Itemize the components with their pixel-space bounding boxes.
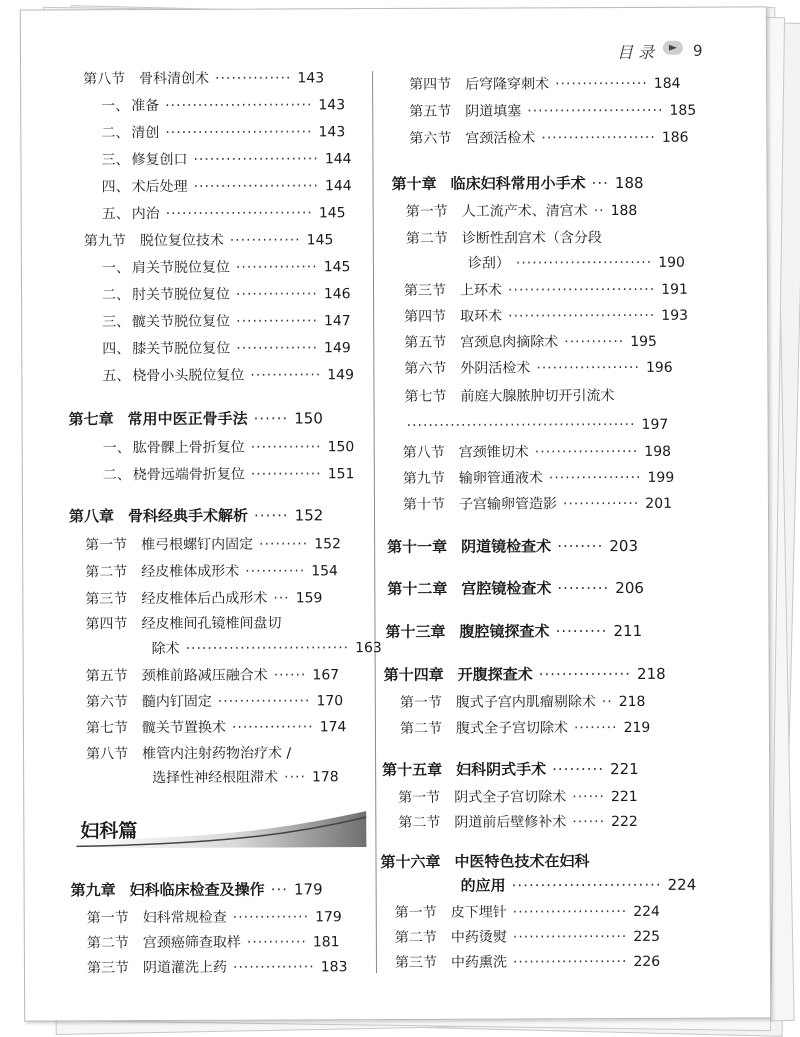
entry-title: 取环术 bbox=[460, 308, 503, 325]
leader-dots: ····················· bbox=[512, 903, 628, 921]
entry-title: 髋关节置换术 bbox=[141, 719, 226, 737]
toc-entry-continuation[interactable] bbox=[152, 767, 339, 788]
section-number: 第一节 bbox=[399, 694, 442, 711]
toc-entry[interactable] bbox=[101, 95, 345, 116]
leader-dots: ·············· bbox=[215, 70, 292, 87]
toc-entry[interactable] bbox=[85, 561, 338, 582]
section-number: 第九节 bbox=[83, 233, 126, 250]
toc-entry[interactable] bbox=[404, 332, 657, 353]
entry-title: 诊断性刮宫术（含分段 bbox=[461, 230, 602, 247]
entry-title: 外阴活检术 bbox=[460, 360, 531, 377]
entry-page: 193 bbox=[661, 307, 689, 324]
leader-dots: ······ bbox=[253, 506, 289, 525]
section-number: 四、 bbox=[101, 179, 130, 196]
entry-title: 宫颈息肉摘除术 bbox=[460, 334, 559, 351]
section-number: 第二节 bbox=[399, 720, 442, 737]
entry-page: 144 bbox=[324, 178, 352, 195]
leader-dots: ··········· bbox=[564, 334, 625, 351]
entry-page: 144 bbox=[324, 151, 352, 168]
entry-title: 脱位复位技术 bbox=[139, 232, 224, 250]
leader-dots: ······················· bbox=[193, 178, 319, 195]
entry-page: 145 bbox=[323, 259, 351, 276]
entry-title: 前庭大腺脓肿切开引流术 bbox=[460, 388, 615, 405]
chapter-number: 第九章 bbox=[70, 881, 116, 900]
chapter-title: 中医特色技术在妇科 bbox=[454, 852, 590, 871]
entry-page: 179 bbox=[315, 909, 342, 926]
toc-chapter[interactable] bbox=[380, 851, 589, 872]
entry-title: 阴道灌洗上药 bbox=[142, 959, 228, 977]
toc-entry[interactable] bbox=[102, 311, 351, 332]
toc-entry[interactable] bbox=[395, 902, 660, 923]
section-banner-title: 妇科篇 bbox=[80, 820, 138, 843]
entry-page: 203 bbox=[609, 536, 639, 556]
toc-entry[interactable] bbox=[398, 787, 638, 808]
entry-page: 197 bbox=[641, 416, 669, 433]
entry-page: 152 bbox=[314, 536, 341, 553]
toc-entry-continuation[interactable] bbox=[407, 415, 669, 436]
chapter-number: 第十六章 bbox=[380, 852, 441, 872]
toc-entry[interactable] bbox=[395, 927, 660, 948]
leader-dots: ········· bbox=[557, 579, 610, 598]
section-number: 第六节 bbox=[409, 130, 452, 147]
entry-title: 修复创口 bbox=[131, 151, 188, 169]
section-number: 第八节 bbox=[402, 444, 445, 461]
entry-page: 147 bbox=[323, 313, 351, 330]
entry-page: 150 bbox=[294, 409, 323, 428]
leader-dots: ····················· bbox=[512, 953, 628, 971]
toc-entry[interactable] bbox=[403, 442, 671, 463]
toc-entry[interactable] bbox=[85, 588, 322, 609]
section-number: 第八节 bbox=[86, 746, 129, 763]
entry-page: 196 bbox=[645, 359, 673, 376]
chapter-title: 临床妇科常用小手术 bbox=[450, 174, 586, 193]
entry-title: 肩关节脱位复位 bbox=[131, 259, 230, 277]
leader-dots: ······························ bbox=[185, 640, 350, 657]
entry-title: 选择性神经根阻滞术 bbox=[152, 769, 279, 787]
chapter-title: 阴道镜检查术 bbox=[461, 537, 552, 556]
leader-dots: ··········· bbox=[246, 934, 307, 951]
toc-entry-continuation[interactable] bbox=[152, 638, 382, 659]
entry-page: 184 bbox=[653, 75, 681, 92]
section-number: 第十节 bbox=[402, 496, 445, 513]
section-number: 第二节 bbox=[85, 564, 128, 581]
entry-title: 腹式全子宫切除术 bbox=[455, 720, 568, 737]
leader-dots: ········· bbox=[552, 760, 605, 779]
toc-entry[interactable] bbox=[102, 203, 346, 224]
chapter-number: 第七章 bbox=[68, 410, 114, 429]
leader-dots: ················· bbox=[548, 469, 642, 487]
section-number: 第九节 bbox=[402, 470, 445, 487]
entry-title: 肱骨髁上骨折复位 bbox=[132, 439, 245, 457]
chapter-title: 宫腔镜检查术 bbox=[461, 579, 552, 598]
section-number: 第八节 bbox=[83, 71, 126, 88]
entry-title: 桡骨远端骨折复位 bbox=[132, 466, 245, 484]
running-header-title: 目 录 bbox=[616, 42, 655, 63]
section-number: 四、 bbox=[102, 341, 131, 358]
entry-page: 178 bbox=[311, 769, 339, 786]
chapter-title: 的应用 bbox=[460, 876, 506, 895]
toc-chapter[interactable] bbox=[71, 879, 323, 900]
leader-dots: ··· bbox=[270, 880, 289, 899]
leader-dots: ··············· bbox=[236, 286, 318, 303]
chapter-number: 第十二章 bbox=[387, 579, 448, 599]
section-number: 第一节 bbox=[86, 910, 129, 927]
section-number: 第四节 bbox=[404, 308, 447, 325]
section-number: 二、 bbox=[102, 287, 131, 304]
entry-title: 子宫输卵管造影 bbox=[458, 496, 557, 513]
entry-page: 143 bbox=[297, 70, 325, 87]
toc-entry[interactable] bbox=[398, 812, 638, 833]
leader-dots: ················· bbox=[217, 693, 311, 710]
entry-page: 226 bbox=[633, 953, 661, 970]
entry-page: 145 bbox=[306, 232, 334, 249]
section-number: 第四节 bbox=[85, 616, 128, 633]
toc-entry[interactable] bbox=[400, 718, 650, 739]
entry-title: 膝关节脱位复位 bbox=[132, 340, 231, 358]
toc-entry[interactable] bbox=[87, 907, 342, 928]
leader-dots: ············· bbox=[250, 466, 322, 483]
section-number: 第七节 bbox=[85, 720, 128, 737]
entry-page: 149 bbox=[324, 340, 351, 357]
entry-title: 椎管内注射药物治疗术 / bbox=[142, 745, 292, 763]
entry-page: 167 bbox=[312, 667, 340, 684]
chapter-title: 妇科阴式手术 bbox=[456, 760, 547, 779]
entry-page: 146 bbox=[323, 286, 351, 303]
leader-dots: ··················· bbox=[536, 359, 640, 377]
toc-entry[interactable] bbox=[404, 386, 614, 407]
section-number: 第五节 bbox=[409, 103, 452, 120]
leader-dots: ············· bbox=[250, 439, 322, 456]
toc-chapter[interactable] bbox=[385, 621, 642, 642]
page-number: 9 bbox=[692, 41, 703, 60]
entry-title: 诊刮） bbox=[467, 255, 510, 272]
toc-entry[interactable] bbox=[102, 176, 352, 197]
toc-entry[interactable] bbox=[409, 101, 696, 122]
leader-dots: ··············· bbox=[236, 340, 319, 357]
leader-dots: ················· bbox=[555, 75, 648, 93]
toc-entry[interactable] bbox=[87, 932, 340, 953]
arrow-right-icon bbox=[663, 41, 683, 55]
chapter-title: 常用中医正骨手法 bbox=[127, 409, 248, 429]
leader-dots: ··· bbox=[273, 590, 290, 607]
entry-page: 143 bbox=[318, 124, 346, 141]
entry-page: 188 bbox=[610, 202, 638, 220]
leader-dots: ··················· bbox=[534, 443, 639, 461]
chapter-title: 骨科经典手术解析 bbox=[127, 506, 249, 526]
section-number: 第一节 bbox=[398, 789, 441, 806]
leader-dots: ····················· bbox=[512, 928, 628, 946]
section-number: 三、 bbox=[101, 152, 130, 169]
section-number: 三、 bbox=[102, 314, 131, 331]
section-number: 第三节 bbox=[403, 282, 447, 299]
leader-dots: ············· bbox=[250, 367, 322, 384]
section-number: 第二节 bbox=[405, 230, 448, 247]
toc-entry[interactable] bbox=[85, 534, 341, 555]
section-number: 第二节 bbox=[394, 929, 437, 947]
leader-dots: ····················· bbox=[541, 129, 656, 147]
entry-page: 219 bbox=[623, 719, 651, 737]
section-number: 一、 bbox=[102, 440, 131, 457]
toc-entry[interactable] bbox=[86, 665, 340, 686]
leader-dots: ······ bbox=[273, 667, 307, 684]
entry-title: 中药烫熨 bbox=[450, 929, 507, 946]
toc-entry-continuation[interactable] bbox=[468, 253, 685, 274]
toc-chapter[interactable] bbox=[387, 578, 644, 599]
section-number: 二、 bbox=[101, 125, 130, 142]
toc-entry[interactable] bbox=[400, 692, 646, 713]
leader-dots: ···· bbox=[284, 769, 306, 786]
entry-page: 188 bbox=[614, 173, 644, 193]
toc-entry[interactable] bbox=[404, 358, 672, 379]
toc-entry[interactable] bbox=[101, 122, 345, 143]
toc-entry[interactable] bbox=[83, 68, 324, 89]
toc-entry[interactable] bbox=[102, 284, 351, 305]
entry-page: 185 bbox=[669, 102, 697, 119]
chapter-title: 腹腔镜探查术 bbox=[459, 622, 550, 641]
entry-title: 人工流产术、清宫术 bbox=[461, 203, 588, 220]
leader-dots: ··········· bbox=[245, 563, 306, 580]
section-number: 第一节 bbox=[85, 537, 128, 554]
entry-page: 143 bbox=[318, 97, 346, 114]
entry-title: 清创 bbox=[131, 125, 160, 142]
entry-title: 阴道前后壁修补术 bbox=[454, 814, 567, 831]
section-number: 第三节 bbox=[86, 960, 130, 977]
toc-entry[interactable] bbox=[86, 717, 347, 738]
entry-title: 内治 bbox=[131, 206, 160, 223]
entry-title: 经皮椎体成形术 bbox=[141, 563, 240, 581]
entry-title: 宫颈癌筛查取样 bbox=[142, 934, 241, 952]
entry-page: 206 bbox=[615, 578, 644, 598]
chapter-title: 妇科临床检查及操作 bbox=[129, 880, 265, 900]
chapter-number: 第十三章 bbox=[385, 622, 446, 642]
entry-title: 准备 bbox=[131, 98, 160, 115]
leader-dots: ······ bbox=[572, 814, 606, 831]
entry-title: 椎弓根螺钉内固定 bbox=[141, 536, 254, 554]
entry-page: 152 bbox=[294, 506, 324, 525]
leader-dots: ·· bbox=[593, 203, 605, 220]
chapter-number: 第十章 bbox=[391, 174, 437, 194]
entry-title: 输卵管通液术 bbox=[458, 470, 543, 487]
chapter-number: 第十五章 bbox=[382, 760, 443, 780]
leader-dots: ······ bbox=[572, 789, 605, 806]
toc-chapter[interactable] bbox=[69, 505, 323, 526]
section-number: 二、 bbox=[102, 467, 131, 484]
entry-title: 皮下埋针 bbox=[450, 904, 507, 921]
toc-entry[interactable] bbox=[86, 691, 343, 712]
entry-page: 163 bbox=[355, 640, 382, 657]
entry-title: 宫颈活检术 bbox=[465, 130, 536, 147]
entry-title: 除术 bbox=[151, 640, 180, 658]
section-number: 第二节 bbox=[86, 935, 129, 952]
toc-entry[interactable] bbox=[102, 257, 351, 278]
section-number: 第一节 bbox=[394, 904, 437, 922]
entry-title: 经皮椎体后凸成形术 bbox=[141, 590, 268, 608]
entry-page: 149 bbox=[327, 367, 355, 384]
entry-page: 154 bbox=[311, 563, 338, 580]
entry-title: 髋关节脱位复位 bbox=[132, 313, 231, 331]
leader-dots: ··············· bbox=[232, 959, 315, 976]
entry-page: 190 bbox=[658, 254, 685, 271]
entry-title: 经皮椎间孔镜椎间盘切 bbox=[141, 615, 282, 633]
section-number: 一、 bbox=[101, 98, 130, 115]
toc-entry[interactable] bbox=[409, 128, 688, 149]
toc-chapter[interactable] bbox=[384, 664, 666, 685]
entry-page: 174 bbox=[319, 719, 347, 736]
chapter-number: 第八章 bbox=[68, 507, 115, 526]
toc-entry[interactable] bbox=[102, 365, 354, 386]
toc-chapter[interactable] bbox=[69, 408, 323, 429]
toc-entry[interactable] bbox=[403, 468, 674, 489]
leader-dots: ·························· bbox=[511, 875, 662, 895]
section-number: 第五节 bbox=[85, 668, 128, 685]
chapter-title: 开腹探查术 bbox=[457, 665, 533, 684]
leader-dots: ························· bbox=[527, 102, 664, 120]
chapter-number: 第十四章 bbox=[383, 665, 444, 685]
toc-entry[interactable] bbox=[102, 338, 351, 359]
toc-entry[interactable] bbox=[101, 149, 351, 170]
section-number: 一、 bbox=[101, 260, 130, 277]
leader-dots: ············· bbox=[229, 232, 301, 249]
leader-dots: ························· bbox=[515, 254, 653, 272]
entry-page: 225 bbox=[633, 928, 661, 945]
leader-dots: ················ bbox=[538, 664, 632, 684]
entry-page: 221 bbox=[610, 788, 638, 806]
leader-dots: ··· bbox=[591, 174, 609, 193]
leader-dots: ·· bbox=[601, 694, 613, 711]
section-number: 第一节 bbox=[405, 203, 448, 220]
toc-entry[interactable] bbox=[84, 230, 334, 251]
entry-page: 170 bbox=[316, 693, 344, 710]
section-number: 第三节 bbox=[85, 591, 128, 608]
entry-page: 224 bbox=[667, 875, 697, 894]
leader-dots: ·········································· bbox=[406, 416, 636, 434]
toc-chapter-continuation[interactable] bbox=[461, 875, 697, 896]
entry-page: 218 bbox=[636, 664, 666, 683]
toc-entry[interactable] bbox=[403, 494, 672, 515]
entry-page: 218 bbox=[618, 693, 646, 711]
section-number: 第七节 bbox=[404, 388, 447, 405]
entry-title: 腹式子宫内肌瘤剔除术 bbox=[455, 694, 596, 711]
entry-page: 224 bbox=[633, 903, 660, 920]
entry-page: 222 bbox=[611, 813, 638, 831]
section-number: 五、 bbox=[101, 206, 130, 223]
leader-dots: ······ bbox=[253, 409, 289, 428]
toc-entry[interactable] bbox=[395, 952, 660, 973]
toc-entry[interactable] bbox=[404, 280, 688, 301]
section-number: 第六节 bbox=[404, 360, 447, 377]
entry-page: 201 bbox=[645, 495, 673, 512]
section-number: 第五节 bbox=[404, 334, 447, 351]
entry-page: 186 bbox=[661, 129, 689, 146]
entry-title: 术后处理 bbox=[131, 178, 188, 196]
toc-entry[interactable] bbox=[85, 613, 281, 634]
entry-title: 阴式全子宫切除术 bbox=[454, 789, 567, 806]
leader-dots: ··············· bbox=[231, 719, 314, 736]
entry-title: 上环术 bbox=[459, 282, 503, 299]
toc-entry[interactable] bbox=[404, 306, 688, 327]
entry-page: 151 bbox=[327, 466, 355, 483]
entry-title: 中药熏洗 bbox=[450, 954, 507, 971]
entry-page: 199 bbox=[647, 469, 675, 486]
toc-entry[interactable] bbox=[406, 228, 602, 249]
leader-dots: ········· bbox=[259, 536, 309, 553]
toc-entry[interactable] bbox=[86, 743, 291, 764]
entry-page: 211 bbox=[613, 621, 643, 641]
leader-dots: ······················· bbox=[193, 151, 319, 168]
entry-title: 宫颈锥切术 bbox=[458, 444, 529, 461]
leader-dots: ········ bbox=[557, 537, 604, 556]
entry-page: 181 bbox=[312, 934, 340, 951]
section-number: 第二节 bbox=[398, 814, 441, 831]
entry-title: 妇科常规检查 bbox=[142, 909, 227, 927]
toc-entry[interactable] bbox=[103, 437, 355, 458]
entry-title: 肘关节脱位复位 bbox=[132, 286, 231, 304]
leader-dots: ··············· bbox=[236, 313, 318, 330]
entry-page: 150 bbox=[327, 439, 355, 456]
entry-page: 179 bbox=[293, 880, 323, 899]
toc-entry[interactable] bbox=[103, 464, 355, 485]
entry-title: 髓内钉固定 bbox=[141, 693, 212, 711]
leader-dots: ··························· bbox=[165, 97, 313, 115]
entry-title: 骨科清创术 bbox=[139, 70, 210, 88]
toc-chapter[interactable] bbox=[387, 536, 638, 557]
section-number: 五、 bbox=[102, 368, 131, 385]
toc-chapter[interactable] bbox=[382, 759, 639, 780]
toc-entry[interactable] bbox=[409, 74, 680, 95]
entry-title: 阴道填塞 bbox=[465, 103, 522, 120]
entry-page: 221 bbox=[610, 759, 639, 779]
entry-page: 159 bbox=[295, 590, 323, 607]
toc-entry[interactable] bbox=[406, 201, 638, 222]
toc-entry[interactable] bbox=[87, 957, 348, 978]
entry-title: 后穹隆穿刺术 bbox=[465, 76, 550, 93]
entry-page: 191 bbox=[661, 281, 688, 298]
entry-page: 145 bbox=[318, 205, 346, 222]
leader-dots: ··························· bbox=[508, 307, 656, 325]
entry-page: 198 bbox=[644, 443, 672, 460]
leader-dots: ········· bbox=[555, 622, 608, 641]
toc-page bbox=[20, 6, 771, 1021]
entry-page: 183 bbox=[320, 959, 348, 976]
section-number: 第六节 bbox=[85, 694, 128, 711]
leader-dots: ········ bbox=[573, 720, 618, 737]
leader-dots: ··························· bbox=[507, 281, 656, 299]
leader-dots: ··························· bbox=[165, 205, 313, 222]
entry-page: 195 bbox=[630, 333, 657, 350]
leader-dots: ··························· bbox=[165, 124, 313, 142]
toc-chapter[interactable] bbox=[392, 173, 644, 194]
chapter-number: 第十一章 bbox=[387, 537, 448, 557]
section-number: 第三节 bbox=[394, 954, 437, 972]
leader-dots: ·············· bbox=[232, 909, 310, 926]
leader-dots: ··············· bbox=[235, 259, 318, 276]
leader-dots: ·············· bbox=[562, 495, 640, 513]
section-number: 第四节 bbox=[409, 76, 452, 93]
column-divider bbox=[372, 71, 377, 973]
entry-title: 桡骨小头脱位复位 bbox=[132, 367, 245, 385]
entry-title: 颈椎前路减压融合术 bbox=[141, 667, 268, 685]
